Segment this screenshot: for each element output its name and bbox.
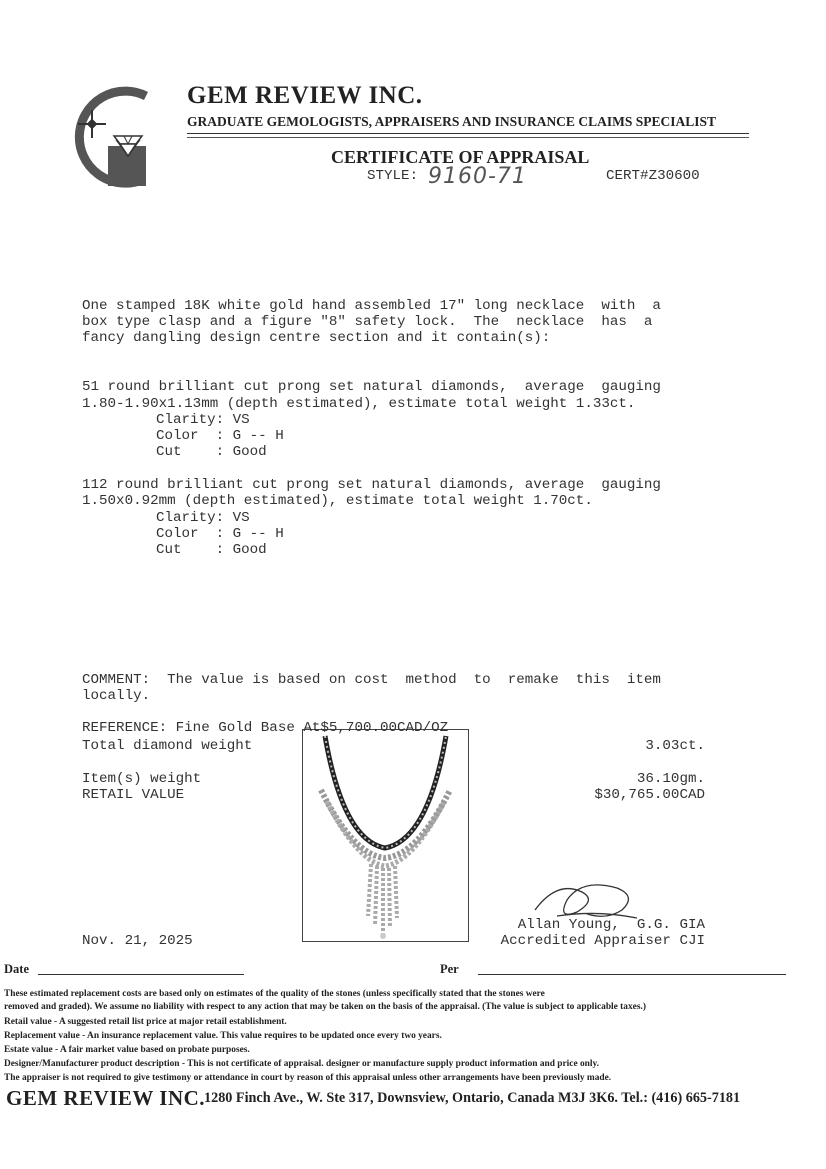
company-tagline: GRADUATE GEMOLOGISTS, APPRAISERS AND INSURANCE CLAIMS SPECIALIST bbox=[187, 114, 716, 129]
disclaimer-line: The appraiser is not required to give testimony or attendance in court by reason of this appraisal unless other arrangements have been previously made. bbox=[4, 1073, 612, 1083]
style-number: 9160-71 bbox=[428, 164, 527, 189]
total-weight-label: Total diamond weight bbox=[82, 738, 253, 754]
appraisal-date: Nov. 21, 2025 bbox=[82, 933, 193, 949]
stone-group-line: 1.80-1.90x1.13mm (depth estimated), estimate total weight 1.33ct. bbox=[82, 396, 636, 412]
description-line: box type clasp and a figure "8" safety lock. The necklace has a bbox=[82, 314, 653, 330]
necklace-photo bbox=[302, 729, 469, 942]
stone-group-line: 51 round brilliant cut prong set natural diamonds, average gauging bbox=[82, 379, 661, 395]
item-weight-label: Item(s) weight bbox=[82, 771, 202, 787]
per-blank-line bbox=[478, 974, 786, 975]
appraiser-name: Allan Young, G.G. GIA bbox=[517, 917, 705, 933]
company-name: GEM REVIEW INC. bbox=[187, 82, 423, 109]
retail-value-label: RETAIL VALUE bbox=[82, 787, 185, 803]
comment-line: locally. bbox=[82, 688, 151, 704]
stone-clarity: Clarity: VS bbox=[156, 510, 250, 526]
stone-cut: Cut : Good bbox=[156, 444, 267, 460]
style-label: STYLE: bbox=[367, 168, 419, 184]
total-weight-value: 3.03ct. bbox=[645, 738, 705, 754]
retail-value: $30,765.00CAD bbox=[594, 787, 705, 803]
footer-company: GEM REVIEW INC. bbox=[6, 1086, 206, 1110]
comment-line: COMMENT: The value is based on cost method to remake this item bbox=[82, 672, 661, 688]
disclaimer-line: Estate value - A fair market value based on probate purposes. bbox=[4, 1045, 250, 1055]
stone-group-line: 1.50x0.92mm (depth estimated), estimate total weight 1.70ct. bbox=[82, 493, 593, 509]
footer-address: 1280 Finch Ave., W. Ste 317, Downsview, Ontario, Canada M3J 3K6. Tel.: (416) 665-7181 bbox=[204, 1090, 741, 1106]
appraiser-title: Accredited Appraiser CJI bbox=[500, 933, 705, 949]
gold-reference: REFERENCE: Fine Gold Base At$5,700.00CAD/OZ bbox=[82, 720, 449, 736]
stone-color: Color : G -- H bbox=[156, 428, 284, 444]
description-line: One stamped 18K white gold hand assembled 17" long necklace with a bbox=[82, 298, 661, 314]
disclaimer-line: Replacement value - An insurance replacement value. This value requires to be updated once every two years. bbox=[4, 1031, 442, 1041]
certificate-number: CERT#Z30600 bbox=[606, 168, 700, 184]
description-line: fancy dangling design centre section and it contain(s): bbox=[82, 330, 551, 346]
stone-group-line: 112 round brilliant cut prong set natural diamonds, average gauging bbox=[82, 477, 661, 493]
certificate-title: CERTIFICATE OF APPRAISAL bbox=[331, 147, 590, 167]
date-label: Date bbox=[4, 962, 29, 976]
disclaimer-line: Retail value - A suggested retail list price at major retail establishment. bbox=[4, 1017, 287, 1027]
gem-review-logo-icon bbox=[58, 86, 158, 190]
disclaimer-line: Designer/Manufacturer product description - This is not certificate of appraisal. designer or manufacture supply product information and price only. bbox=[4, 1059, 599, 1069]
disclaimer-line: These estimated replacement costs are based only on estimates of the quality of the stones (unless specifically stated that the stones were bbox=[4, 989, 545, 999]
date-blank-line bbox=[38, 974, 244, 975]
stone-color: Color : G -- H bbox=[156, 526, 284, 542]
header-divider bbox=[187, 133, 749, 134]
stone-cut: Cut : Good bbox=[156, 542, 267, 558]
stone-clarity: Clarity: VS bbox=[156, 412, 250, 428]
per-label: Per bbox=[440, 962, 459, 976]
header-divider-thin bbox=[187, 137, 749, 138]
item-weight-value: 36.10gm. bbox=[636, 771, 705, 787]
disclaimer-line: removed and graded). We assume no liability with respect to any action that may be taken on the basis of the appraisal. (The value is subject to applicable taxes.) bbox=[4, 1002, 646, 1012]
